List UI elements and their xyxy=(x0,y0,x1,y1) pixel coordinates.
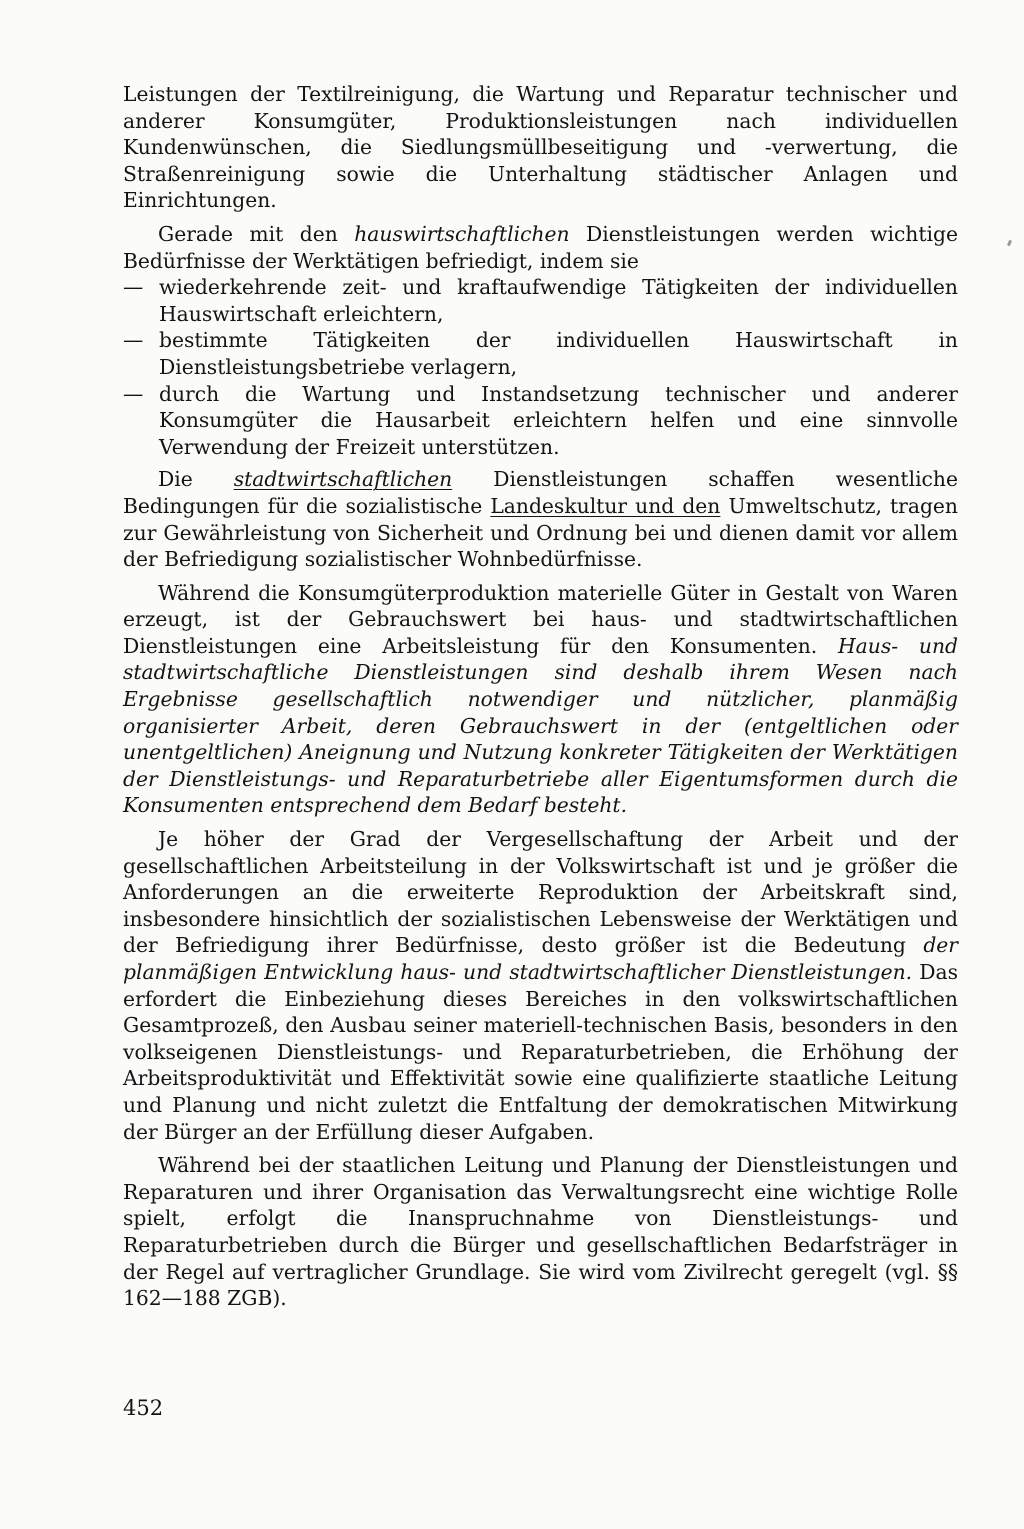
emphasis-text: stadtwirtschaftlichen xyxy=(233,467,453,492)
emphasis-text: hauswirtschaftlichen xyxy=(354,221,570,246)
paragraph-household-services xyxy=(123,221,958,274)
paragraph-text: Die xyxy=(158,467,234,492)
list-item-text: durch die Wartung und Instandsetzung technischer und anderer Konsumgüter die Hausarbeit erleichtern helfen und eine sinnvolle Verwendung der Freizeit unterstützen. xyxy=(159,381,958,459)
marked-text: Landeskultur und den xyxy=(490,493,721,518)
emphasis-text: Haus- und stadtwirtschaftliche Dienstleistungen sind deshalb ihrem Wesen nach Ergebnisse gesellschaftlich notwendiger und nützlicher, planmäßig organisierter Arbeit, deren Gebrauchswert in der (entgeltlichen oder unentgeltlichen) Aneignung und Nutzung konkreter Tätigkeiten der Werktätigen der Dienstleistungs- und Reparaturbetriebe aller Eigentumsformen durch die Konsumenten entsprechend dem Bedarf besteht. xyxy=(123,633,958,818)
paragraph-definition xyxy=(123,580,958,819)
paragraph-text: Dienstleistungen schaffen wesentliche Bedingungen für die sozialistische xyxy=(123,467,958,518)
emphasis-text: der planmäßigen Entwicklung haus- und stadtwirtschaftlicher Dienstleistungen. xyxy=(123,933,958,984)
paragraph-city-services xyxy=(123,466,958,572)
list-item-text: bestimmte Tätigkeiten der individuellen Hauswirtschaft in Dienstleistungsbetriebe verlagern, xyxy=(159,328,958,379)
list-item xyxy=(123,327,958,380)
list-item xyxy=(123,274,958,327)
paragraph-text: Umweltschutz, tragen zur Gewährleistung von Sicherheit und Ordnung bei und dienen damit vor allem der Befriedigung sozialistischer Wohnbedürfnisse. xyxy=(123,493,958,572)
paragraph-text: Gerade mit den xyxy=(158,221,355,246)
list-item-text: wiederkehrende zeit- und kraftaufwendige Tätigkeiten der individuellen Hauswirtschaft erleichtern, xyxy=(159,275,958,326)
dash-bullet: — xyxy=(123,275,144,300)
paragraph-text: Je höher der Grad der Vergesellschaftung der Arbeit und der gesellschaftlichen Arbeitsteilung in der Volkswirtschaft ist und je größer die Anforderungen an die erweiterte Reproduktion der Arbeitskraft sind, insbesondere hinsichtlich der sozialistischen Lebensweise der Werktätigen und der Befriedigung ihrer Bedürfnisse, desto größer ist die Bedeutung xyxy=(123,827,958,958)
scan-speck xyxy=(1007,240,1012,247)
dash-bullet: — xyxy=(123,381,144,406)
list-item xyxy=(123,381,958,461)
paragraph-text: Während die Konsumgüterproduktion materielle Güter in Gestalt von Waren erzeugt, ist der Gebrauchswert bei haus- und stadtwirtschaftlichen Dienstleistungen eine Arbeitsleistung für den Konsumenten. xyxy=(123,580,958,658)
paragraph-text: Dienstleistungen werden wichtige Bedürfnisse der Werktätigen befriedigt, indem sie xyxy=(123,221,958,273)
dash-bullet: — xyxy=(123,328,144,353)
paragraph-text: Das erfordert die Einbeziehung dieses Bereiches in den volkswirtschaftlichen Gesamtprozeß, den Ausbau seiner materiell-technischen Basis, besonders in den volkseigenen Dienstleistungs- und Reparaturbetrieben, die Erhöhung der Arbeitsproduktivität und Effektivität sowie eine qualifizierte staatliche Leitung und Planung und nicht zuletzt die Entfaltung der demokratischen Mitwirkung der Bürger an der Erfüllung dieser Aufgaben. xyxy=(123,960,958,1144)
paragraph-development xyxy=(123,826,958,1145)
page-number: 452 xyxy=(123,1396,164,1420)
paragraph-legal-basis: Während bei der staatlichen Leitung und Planung der Dienstleistungen und Reparaturen und ihrer Organisation das Verwaltungsrecht eine wichtige Rolle spielt, erfolgt die Inanspruchnahme von Dienstleistungs- und Reparaturbetrieben durch die Bürger und gesellschaftlichen Bedarfsträger in der Regel auf vertraglicher Grundlage. Sie wird vom Zivilrecht geregelt (vgl. §§ 162—188 ZGB). xyxy=(123,1153,958,1311)
page-body xyxy=(123,81,958,1319)
paragraph-continuation: Leistungen der Textilreinigung, die Wartung und Reparatur technischer und anderer Konsumgüter, Produktionsleistungen nach individuellen Kundenwünschen, die Siedlungsmüllbeseitigung und -verwertung, die Straßenreinigung sowie die Unterhaltung städtischer Anlagen und Einrichtungen. xyxy=(123,82,958,213)
dash-list xyxy=(123,274,958,460)
